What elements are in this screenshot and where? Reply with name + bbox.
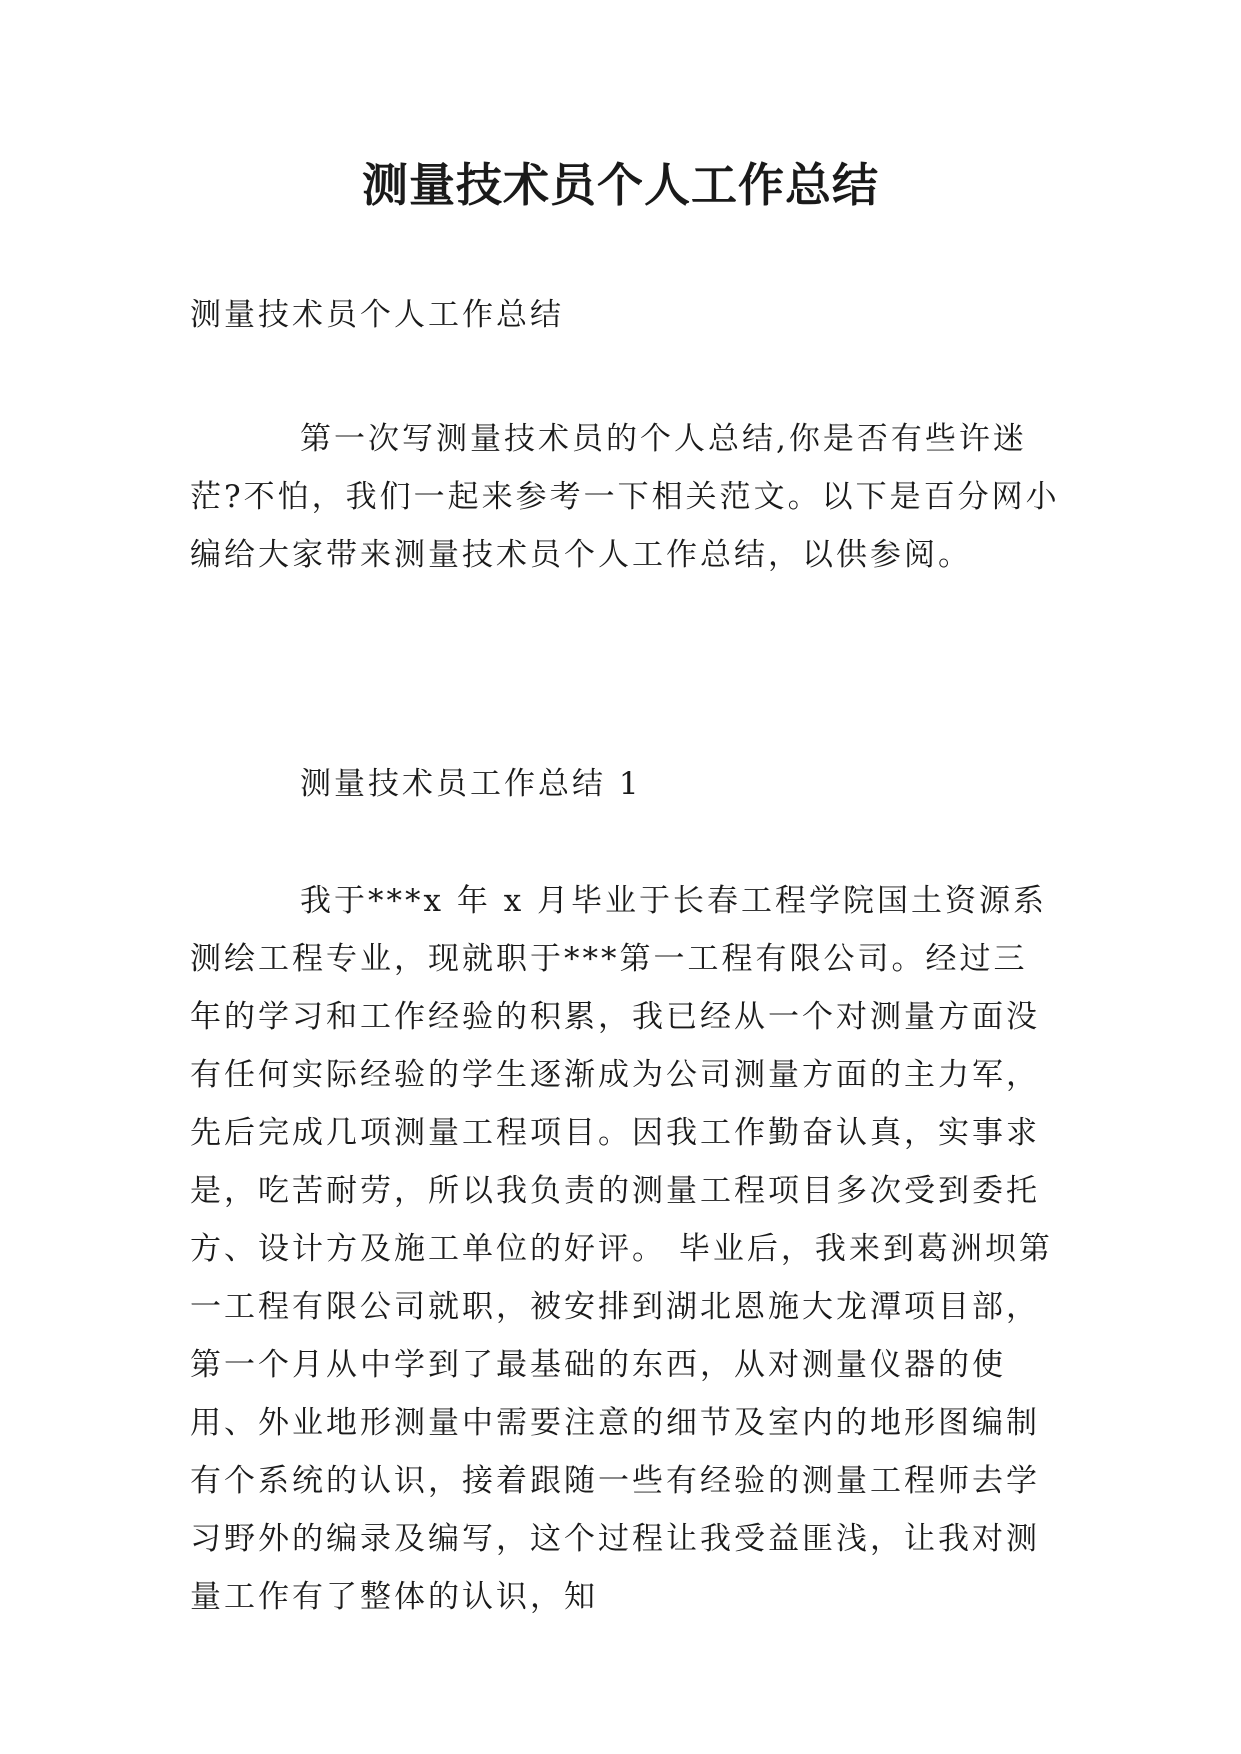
- intro-paragraph: 第一次写测量技术员的个人总结,你是否有些许迷茫?不怕，我们一起来参考一下相关范文。以下是百分网小编给大家带来测量技术员个人工作总结，以供参阅。: [190, 421, 1060, 573]
- section-heading: 测量技术员工作总结 1: [300, 766, 642, 802]
- body-paragraph: 我于***x 年 x 月毕业于长春工程学院国土资源系测绘工程专业，现就职于***第一工程有限公司。经过三年的学习和工作经验的积累，我已经从一个对测量方面没有任何实际经验的学生逐渐成为公司测量方面的主力军，先后完成几项测量工程项目。因我工作勤奋认真，实事求是，吃苦耐劳，所以我负责的测量工程项目多次受到委托方、设计方及施工单位的好评。 毕业后，我来到葛洲坝第一工程有限公司就职，被安排到湖北恩施大龙潭项目部，第一个月从中学到了最基础的东西，从对测量仪器的使用、外业地形测量中需要注意的细节及室内的地形图编制有个系统的认识，接着跟随一些有经验的测量工程师去学习野外的编录及编写，这个过程让我受益匪浅，让我对测量工作有了整体的认识，知: [190, 883, 1053, 1615]
- document-title: 测量技术员个人工作总结: [362, 158, 879, 212]
- document-subtitle: 测量技术员个人工作总结: [190, 297, 564, 333]
